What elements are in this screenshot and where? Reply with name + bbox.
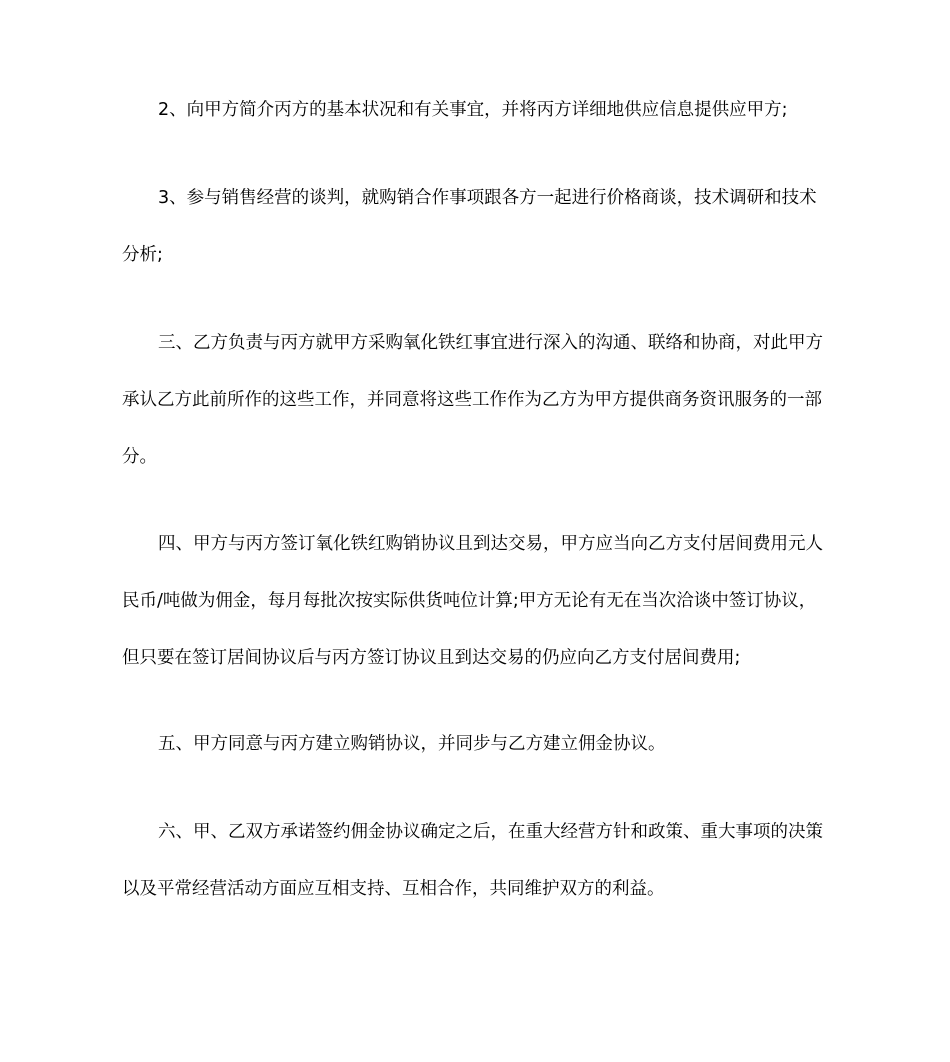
paragraph-item-3: 3、参与销售经营的谈判，就购销合作事项跟各方一起进行价格商谈，技术调研和技术分析;: [122, 188, 817, 265]
paragraph-item-2: 2、向甲方简介丙方的基本状况和有关事宜，并将丙方详细地供应信息提供应甲方;: [158, 100, 788, 120]
paragraph-section-5: 五、甲方同意与丙方建立购销协议，并同步与乙方建立佣金协议。: [158, 734, 666, 754]
paragraph-section-6: 六、甲、乙双方承诺签约佣金协议确定之后，在重大经营方针和政策、重大事项的决策以及平常经营活动方面应互相支持、互相合作，共同维护双方的利益。: [122, 822, 823, 899]
paragraph-section-3: 三、乙方负责与丙方就甲方采购氧化铁红事宜进行深入的沟通、联络和协商，对此甲方承认乙方此前所作的这些工作，并同意将这些工作作为乙方为甲方提供商务资讯服务的一部分。: [122, 333, 823, 467]
paragraph-section-4: 四、甲方与丙方签订氧化铁红购销协议且到达交易，甲方应当向乙方支付居间费用元人民币/吨做为佣金，每月每批次按实际供货吨位计算;甲方无论有无在当次洽谈中签订协议，但只要在签订居间协议后与丙方签订协议且到达交易的仍应向乙方支付居间费用;: [122, 534, 823, 668]
